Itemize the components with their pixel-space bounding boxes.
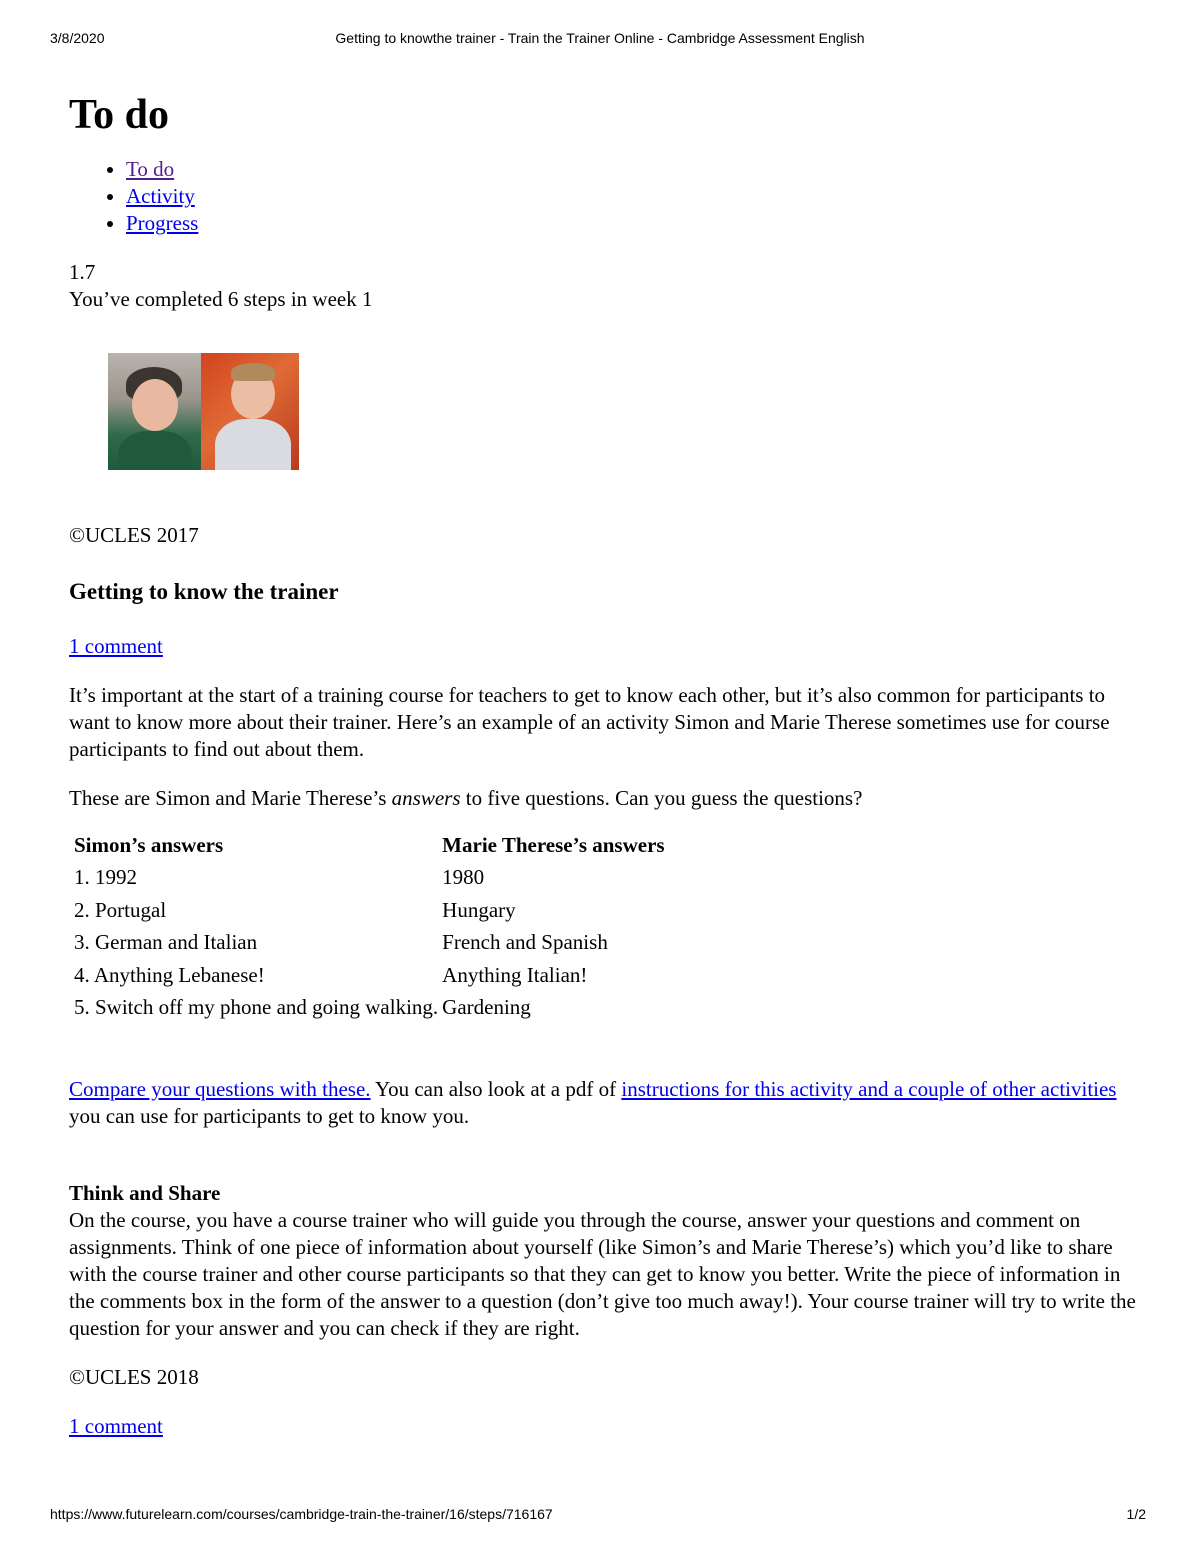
trainer-photo-marie-therese (108, 353, 201, 470)
compare-text-end: you can use for participants to get to know you. (69, 1103, 470, 1128)
print-header (0, 30, 1200, 50)
think-heading: Think and Share (69, 1180, 221, 1205)
compare-questions-link[interactable]: Compare your questions with these. (69, 1076, 371, 1101)
guess-paragraph (69, 785, 1139, 812)
answers-table (72, 830, 667, 1024)
comments-link-bottom[interactable]: 1 comment (69, 1413, 163, 1438)
guess-text-before: These are Simon and Marie Therese’s (69, 786, 392, 810)
print-date: 3/8/2020 (50, 30, 105, 46)
simon-answer: 3. German and Italian (74, 930, 258, 954)
nav-link-activity[interactable]: Activity (126, 184, 195, 208)
intro-paragraph: It’s important at the start of a training course for teachers to get to know each other, but it’s also common for participants to want to know more about their trainer. Here’s an example of an activity Simon and Marie Therese sometimes use for course participants to find out about them. (69, 683, 1110, 761)
comments-count-top (69, 633, 1139, 660)
step-title: Getting to know the trainer (69, 579, 339, 604)
print-url: https://www.futurelearn.com/courses/cambridge-train-the-trainer/16/steps/716167 (50, 1506, 553, 1522)
compare-text-mid: You can also look at a pdf of (370, 1076, 622, 1101)
table-row (72, 894, 667, 927)
page-heading: To do (69, 92, 170, 138)
table-row (72, 861, 667, 894)
nav-item-progress (126, 210, 1139, 237)
print-page-title: Getting to knowthe trainer - Train the Trainer Online - Cambridge Assessment English (335, 30, 865, 46)
comments-count-bottom (69, 1413, 1139, 1440)
nav-item-todo (126, 156, 1139, 183)
instructions-pdf-link[interactable]: instructions for this activity and a couple of other activities (621, 1076, 1117, 1101)
nav-link-todo[interactable]: To do (126, 157, 175, 181)
simon-answer: 5. Switch off my phone and going walking. (74, 995, 439, 1019)
nav-item-activity (126, 183, 1139, 210)
guess-text-after: to five questions. Can you guess the questions? (460, 786, 863, 810)
nav-link-progress[interactable]: Progress (126, 211, 199, 235)
table-header-row (72, 830, 667, 861)
column-header-simon: Simon’s answers (74, 833, 224, 857)
progress-text: You’ve completed 6 steps in week 1 (69, 287, 373, 311)
simon-answer: 2. Portugal (74, 897, 167, 922)
marie-therese-answer: Anything Italian! (442, 962, 588, 987)
print-page-number: 1/2 (1126, 1506, 1146, 1522)
copyright-2018: ©UCLES 2018 (69, 1364, 199, 1389)
guess-emphasis: answers (391, 786, 461, 810)
think-body: On the course, you have a course trainer who will guide you through the course, answer your questions and comment on assignments. Think of one piece of information about yourself (like Simon’s and Marie Therese’s) which you’d like to share with the course trainer and other course participants so that they can get to know you better. Write the piece of information in the comments box in the form of the answer to a question (don’t give too much away!). Your course trainer will try to write the question for your answer and you can check if they are right. (69, 1207, 1136, 1340)
main-content (69, 88, 1139, 1440)
simon-answer: 1. 1992 (74, 865, 137, 889)
marie-therese-answer: Hungary (442, 897, 516, 922)
step-nav (69, 156, 1139, 237)
step-progress (69, 259, 1139, 313)
trainer-photo-simon (201, 353, 299, 470)
compare-paragraph (69, 1076, 1139, 1130)
table-row (72, 959, 667, 992)
table-row (72, 926, 667, 959)
marie-therese-answer: French and Spanish (442, 930, 608, 954)
comments-link-top[interactable]: 1 comment (69, 634, 163, 658)
table-row (72, 991, 667, 1024)
trainer-photos (108, 353, 299, 470)
column-header-marie-therese: Marie Therese’s answers (442, 833, 665, 857)
simon-answer: 4. Anything Lebanese! (74, 962, 265, 987)
print-footer (0, 1506, 1200, 1526)
step-number: 1.7 (69, 260, 96, 284)
copyright-2017: ©UCLES 2017 (69, 523, 199, 547)
think-and-share (69, 1180, 1139, 1342)
marie-therese-answer: 1980 (442, 865, 485, 889)
marie-therese-answer: Gardening (442, 995, 531, 1019)
